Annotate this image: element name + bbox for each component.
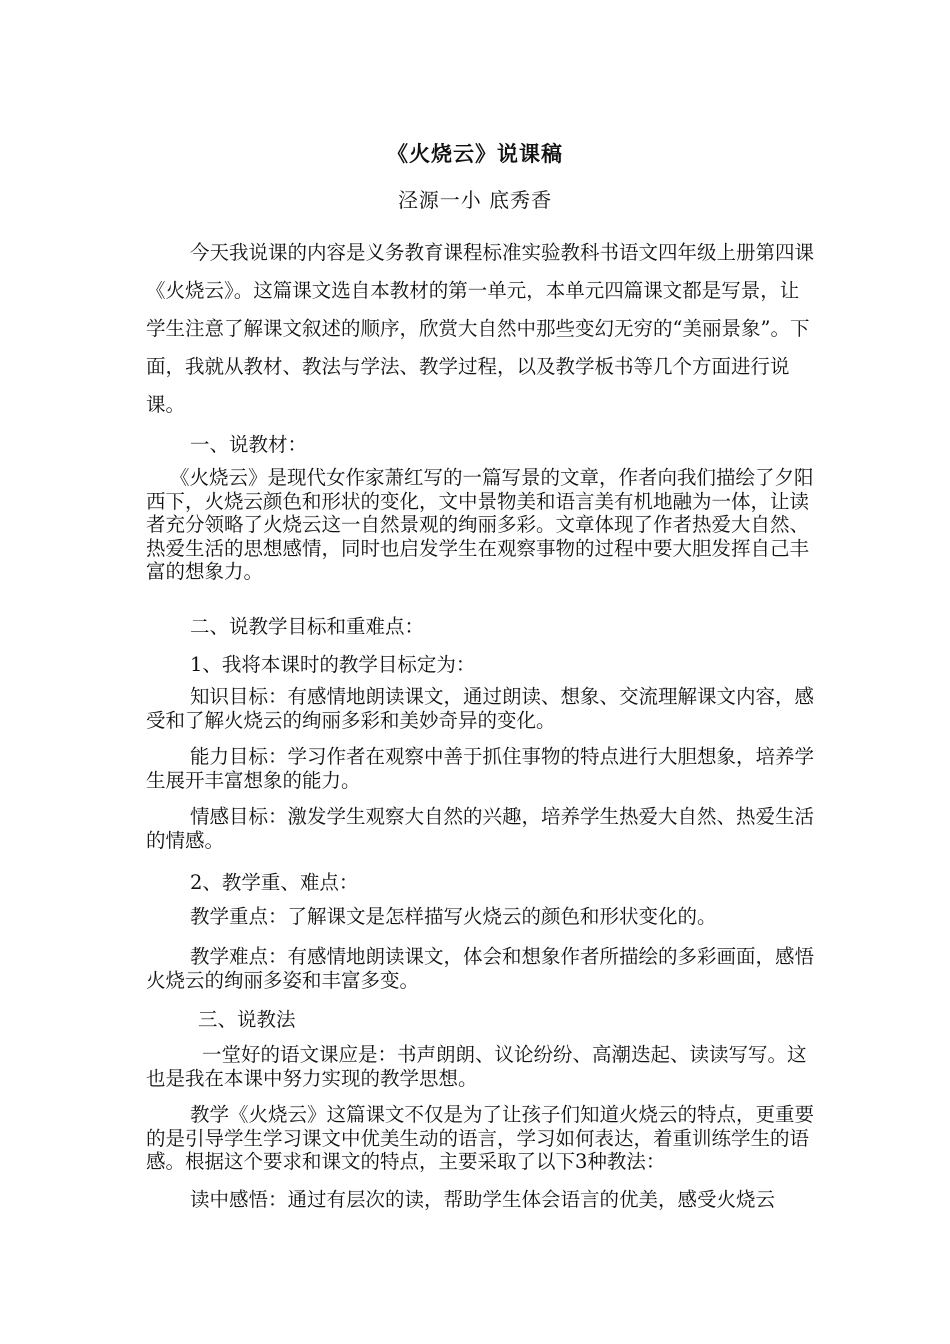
subheading-key-points: 2、教学重、难点： [190,871,359,894]
goal-ability-paragraph: 能力目标：学习作者在观察中善于抓住事物的特点进行大胆想象，培养学生展开丰富想象的能力。 [146,745,815,792]
method-paragraph-1: 一堂好的语文课应是：书声朗朗、议论纷纷、高潮迭起、读读写写。这也是我在本课中努力实现的教学思想。 [146,1043,807,1090]
method-paragraph-3: 读中感悟：通过有层次的读，帮助学生体会语言的优美，感受火烧云 [190,1188,776,1211]
section-heading-goals: 二、说教学目标和重难点： [190,615,425,638]
method-paragraph-2: 教学《火烧云》这篇课文不仅是为了让孩子们知道火烧云的特点，更重要的是引导学生学习课文中优美生动的语言，学习如何表达，着重训练学生的语感。根据这个要求和课文的特点，主要采取了以下3种教法： [146,1103,815,1173]
goal-knowledge-paragraph: 知识目标：有感情地朗读课文，通过朗读、想象、交流理解课文内容，感受和了解火烧云的绚丽多彩和美妙奇异的变化。 [146,685,815,732]
section-heading-method: 三、说教法 [198,1008,296,1031]
difficult-point-paragraph: 教学难点：有感情地朗读课文，体会和想象作者所描绘的多彩画面，感悟火烧云的绚丽多姿和丰富多变。 [146,945,815,992]
key-point-paragraph: 教学重点：了解课文是怎样描写火烧云的颜色和形状变化的。 [190,905,717,928]
intro-paragraph: 今天我说课的内容是义务教育课程标准实验教科书语文四年级上册第四课《火烧云》。这篇课文选自本教材的第一单元，本单元四篇课文都是写景，让学生注意了解课文叙述的顺序，欣赏大自然中那些变幻无穷的“美丽景象”。下面，我就从教材、教法与学法、教学过程，以及教学板书等几个方面进行说课。 [146,241,815,416]
goal-emotion-paragraph: 情感目标：激发学生观察大自然的兴趣，培养学生热爱大自然、热爱生活的情感。 [146,805,815,852]
material-paragraph: 《火烧云》是现代女作家萧红写的一篇写景的文章，作者向我们描绘了夕阳西下，火烧云颜色和形状的变化，文中景物美和语言美有机地融为一体，让读者充分领略了火烧云这一自然景观的绚丽多彩。文章体现了作者热爱大自然、热爱生活的思想感情，同时也启发学生在观察事物的过程中要大胆发挥自己丰富的想象力。 [146,466,814,583]
subheading-goals: 1、我将本课时的教学目标定为： [190,653,476,676]
document-author: 泾源一小 底秀香 [397,188,553,212]
section-heading-material: 一、说教材： [190,433,308,456]
document-title: 《火烧云》说课稿 [387,141,563,166]
